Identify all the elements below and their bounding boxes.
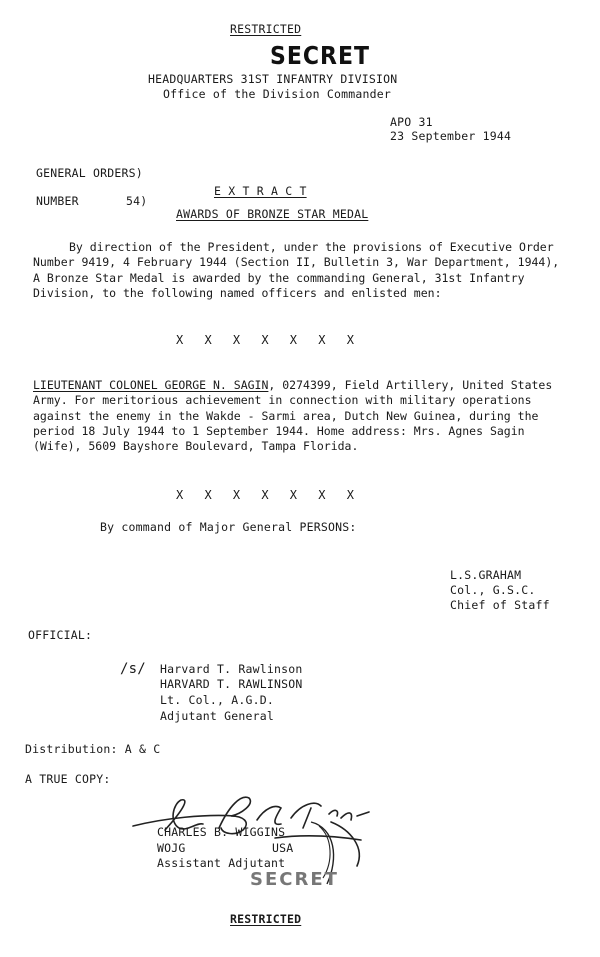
true-copy-name: CHARLES B. WIGGINS	[157, 825, 286, 839]
general-orders: GENERAL ORDERS)	[36, 166, 143, 180]
number-label: NUMBER	[36, 194, 79, 208]
faded-secret-stamp: SECRET	[250, 869, 339, 890]
apo-line: APO 31	[390, 115, 433, 129]
extract-heading: E X T R A C T	[214, 184, 307, 198]
awards-title: AWARDS OF BRONZE STAR MEDAL	[176, 207, 369, 221]
chief-name: L.S.GRAHAM	[450, 568, 522, 582]
distribution-line: Distribution: A & C	[25, 742, 161, 756]
true-copy-label: A TRUE COPY:	[25, 772, 111, 786]
official-label: OFFICIAL:	[28, 628, 93, 642]
x-separator-2: X X X X X X X	[176, 488, 354, 502]
citation-name: LIEUTENANT COLONEL GEORGE N. SAGIN	[33, 378, 269, 392]
restricted-top: RESTRICTED	[230, 22, 302, 36]
x-separator-1: X X X X X X X	[176, 333, 354, 347]
true-copy-usa: USA	[272, 841, 294, 855]
chief-title: Chief of Staff	[450, 598, 550, 612]
date-line: 23 September 1944	[390, 129, 512, 143]
signed-mark: /s/	[120, 661, 146, 677]
intro-paragraph: By direction of the President, under the provisions of Executive Order Number 9419, 4 February 1944 (Section II, Bulletin 3, War Department, 1944), A Bronze Star Medal is awarded by the commanding General, 31st Infantry Division, to the following named officers and enlisted men:	[33, 240, 560, 300]
office-line: Office of the Division Commander	[163, 87, 391, 101]
restricted-bottom: RESTRICTED	[230, 912, 302, 926]
hq-line: HEADQUARTERS 31ST INFANTRY DIVISION	[148, 72, 398, 86]
official-rank: Lt. Col., A.G.D.	[160, 693, 274, 707]
citation-text: , 0274399, Field Artillery, United States Army. For meritorious achievement in connection with military operations against the enemy in the Wakde - Sarmi area, Dutch New Guinea, during the period 18 July 1944 to 1 September 1944. Home address: Mrs. Agnes Sagin (Wife), 5609 Bayshore Boulevard, Tampa Florida.	[33, 378, 553, 454]
citation-paragraph	[33, 378, 569, 454]
true-copy-title: Assistant Adjutant	[157, 856, 286, 870]
true-copy-wojg: WOJG	[157, 841, 186, 855]
official-title: Adjutant General	[160, 709, 274, 723]
official-name-caps: HARVARD T. RAWLINSON	[160, 677, 303, 691]
signed-name: Harvard T. Rawlinson	[160, 662, 303, 676]
chief-rank: Col., G.S.C.	[450, 583, 536, 597]
command-line: By command of Major General PERSONS:	[100, 520, 357, 534]
secret-stamp: SECRET	[270, 42, 370, 71]
number-value: 54)	[126, 194, 148, 208]
